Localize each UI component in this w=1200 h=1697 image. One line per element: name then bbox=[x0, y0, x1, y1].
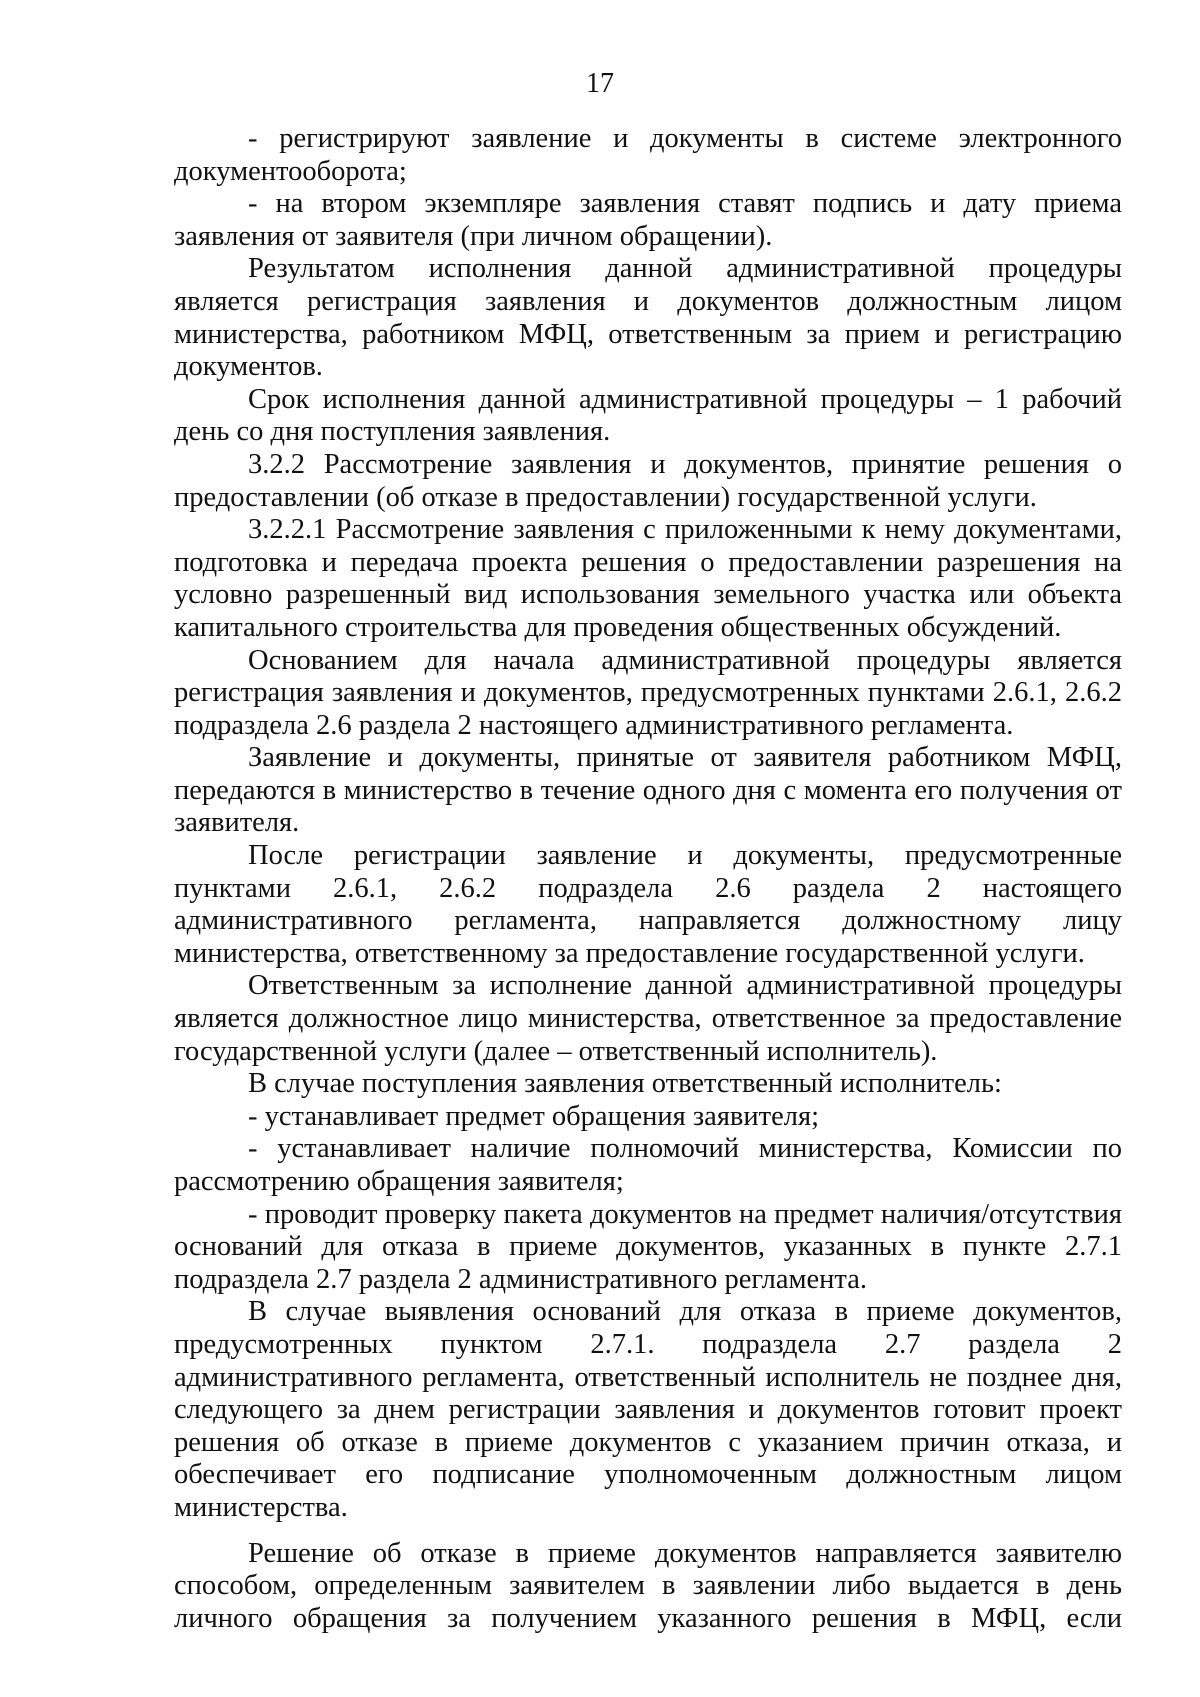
paragraph-refusal-decision: Решение об отказе в приеме документов направляется заявителю способом, определенным заявителем в заявлении либо выдается в день личного обращения за получением указанного решения в МФЦ, если bbox=[174, 1537, 1122, 1634]
paragraph-section-3-2-2-1: 3.2.2.1 Рассмотрение заявления с приложенными к нему документами, подготовка и передача проекта решения о предоставлении разрешения на условно разрешенный вид использования земельного участка или объекта капитального строительства для проведения общественных обсуждений. bbox=[174, 514, 1122, 643]
paragraph-establish-subject: - устанавливает предмет обращения заявителя; bbox=[248, 1100, 819, 1132]
paragraph-procedure-term: Срок исполнения данной административной процедуры – 1 рабочий день со дня поступления заявления. bbox=[174, 383, 1122, 448]
paragraph-mfc-transfer: Заявление и документы, принятые от заявителя работником МФЦ, передаются в министерство в течение одного дня с момента его получения от заявителя. bbox=[174, 742, 1122, 839]
paragraph-refusal-grounds: В случае выявления оснований для отказа в приеме документов, предусмотренных пунктом 2.7.1. подраздела 2.7 раздела 2 административного регламента, ответственный исполнитель не позднее дня, следующего за днем регистрации заявления и документов готовит проект решения об отказе в приеме документов с указанием причин отказа, и обеспечивает его подписание уполномоченным должностным лицом министерства. bbox=[174, 1296, 1122, 1523]
page-number: 17 bbox=[586, 68, 614, 99]
document-body bbox=[174, 123, 1122, 1635]
paragraph-second-copy-signature: - на втором экземпляре заявления ставят подпись и дату приема заявления от заявителя (при личном обращении). bbox=[174, 188, 1122, 252]
paragraph-check-documents: - проводит проверку пакета документов на предмет наличия/отсутствия оснований для отказа в приеме документов, указанных в пункте 2.7.1 подраздела 2.7 раздела 2 административного регламента. bbox=[174, 1198, 1122, 1295]
paragraph-after-registration: После регистрации заявление и документы, предусмотренные пунктами 2.6.1, 2.6.2 подраздела 2.6 раздела 2 настоящего административного регламента, направляется должностному лицу министерства, ответственному за предоставление государственной услуги. bbox=[174, 840, 1122, 969]
paragraph-responsible-person: Ответственным за исполнение данной административной процедуры является должностное лицо министерства, ответственное за предоставление государственной услуги (далее – ответственный исполнитель). bbox=[174, 970, 1122, 1067]
paragraph-upon-receipt: В случае поступления заявления ответственный исполнитель: bbox=[248, 1068, 1002, 1100]
paragraph-register-edms: - регистрируют заявление и документы в системе электронного документооборота; bbox=[174, 123, 1122, 187]
paragraph-procedure-basis: Основанием для начала административной процедуры является регистрация заявления и документов, предусмотренных пунктами 2.6.1, 2.6.2 подраздела 2.6 раздела 2 настоящего административного регламента. bbox=[174, 644, 1122, 741]
paragraph-establish-authority: - устанавливает наличие полномочий министерства, Комиссии по рассмотрению обращения заявителя; bbox=[174, 1133, 1122, 1197]
paragraph-section-3-2-2: 3.2.2 Рассмотрение заявления и документов, принятие решения о предоставлении (об отказе в предоставлении) государственной услуги. bbox=[174, 448, 1122, 513]
paragraph-procedure-result: Результатом исполнения данной административной процедуры является регистрация заявления и документов должностным лицом министерства, работником МФЦ, ответственным за прием и регистрацию документов. bbox=[174, 253, 1122, 383]
